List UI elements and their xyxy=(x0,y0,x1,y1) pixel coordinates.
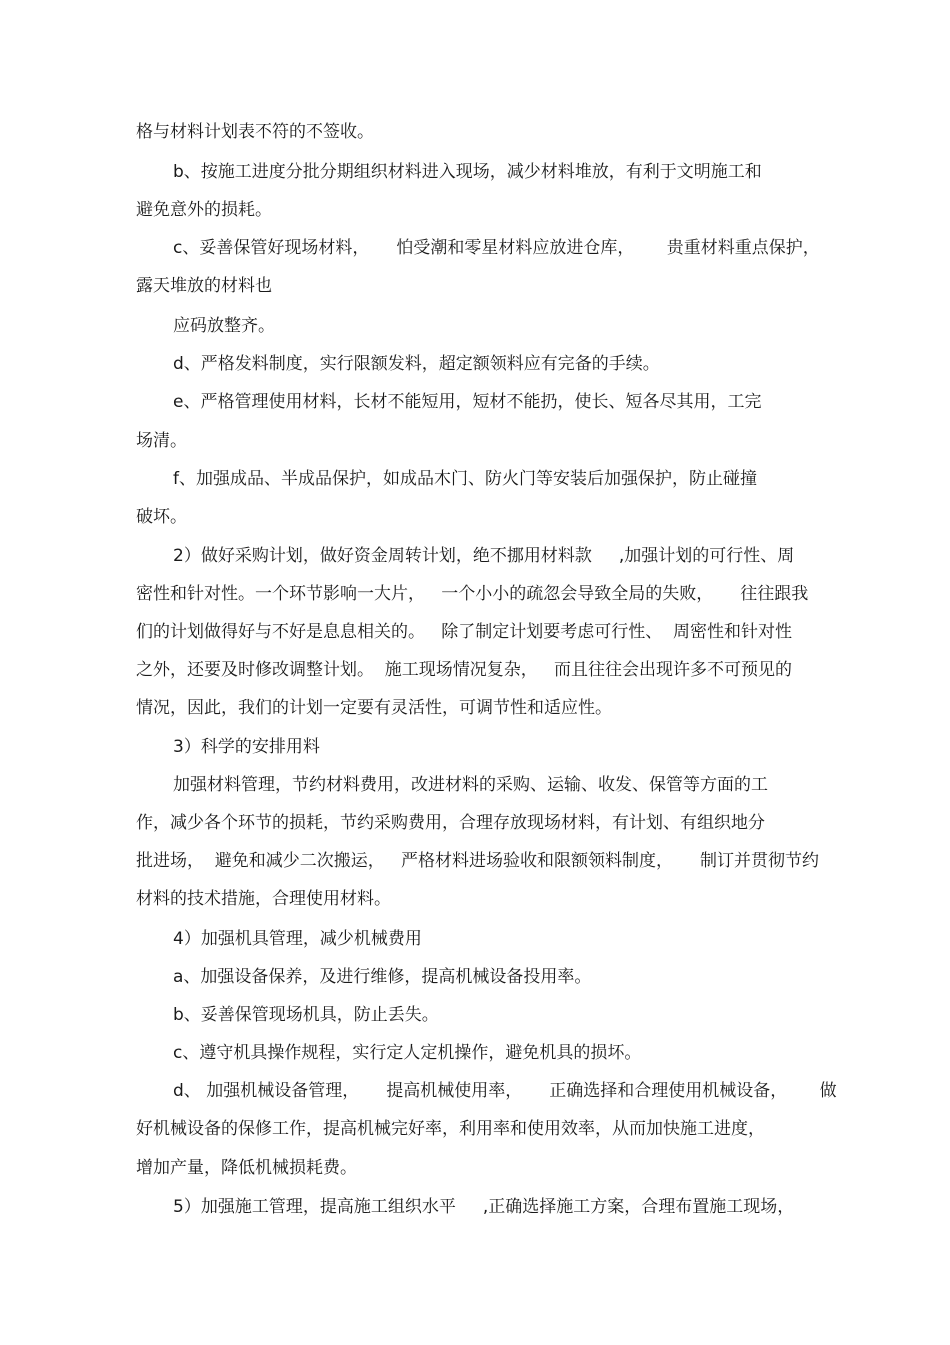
text-line: 2）做好采购计划，做好资金周转计划，绝不挪用材料款 ,加强计划的可行性、周 xyxy=(173,546,795,566)
text-line: d、 加强机械设备管理， 提高机械使用率， 正确选择和合理使用机械设备， 做 xyxy=(173,1081,837,1101)
text-line: b、按施工进度分批分期组织材料进入现场，减少材料堆放，有利于文明施工和 xyxy=(173,162,762,182)
text-line: a、加强设备保养，及进行维修，提高机械设备投用率。 xyxy=(173,967,592,987)
text-line: 之外，还要及时修改调整计划。 施工现场情况复杂， 而且往往会出现许多不可预见的 xyxy=(136,660,793,680)
text-line: 避免意外的损耗。 xyxy=(136,200,272,220)
text-line: 情况，因此，我们的计划一定要有灵活性，可调节性和适应性。 xyxy=(136,698,612,718)
text-line: b、妥善保管现场机具，防止丢失。 xyxy=(173,1005,439,1025)
text-line: d、严格发料制度，实行限额发料，超定额领料应有完备的手续。 xyxy=(173,354,660,374)
text-line: 材料的技术措施，合理使用材料。 xyxy=(136,889,391,909)
text-line: f、加强成品、半成品保护，如成品木门、防火门等安装后加强保护，防止碰撞 xyxy=(173,469,757,489)
text-line: e、严格管理使用材料，长材不能短用，短材不能扔，使长、短各尽其用，工完 xyxy=(173,392,762,412)
text-line: 5）加强施工管理，提高施工组织水平 ,正确选择施工方案，合理布置施工现场， xyxy=(173,1197,795,1217)
text-line: 加强材料管理，节约材料费用，改进材料的采购、运输、收发、保管等方面的工 xyxy=(173,775,768,795)
text-line: 格与材料计划表不符的不签收。 xyxy=(136,122,374,142)
text-line: 增加产量，降低机械损耗费。 xyxy=(136,1158,357,1178)
text-line: 3）科学的安排用料 xyxy=(173,737,320,757)
text-line: 应码放整齐。 xyxy=(173,316,275,336)
text-line: 们的计划做得好与不好是息息相关的。 除了制定计划要考虑可行性、 周密性和针对性 xyxy=(136,622,793,642)
text-line: c、妥善保管好现场材料， 怕受潮和零星材料应放进仓库， 贵重材料重点保护， xyxy=(173,238,820,258)
text-line: 露天堆放的材料也 xyxy=(136,276,272,296)
text-line: 场清。 xyxy=(136,431,187,451)
text-line: 作，减少各个环节的损耗，节约采购费用，合理存放现场材料，有计划、有组织地分 xyxy=(136,813,765,833)
text-line: 破坏。 xyxy=(136,507,187,527)
text-line: 4）加强机具管理，减少机械费用 xyxy=(173,929,422,949)
text-line: 密性和针对性。一个环节影响一大片， 一个小小的疏忽会导致全局的失败， 往往跟我 xyxy=(136,584,809,604)
text-line: 好机械设备的保修工作，提高机械完好率，利用率和使用效率，从而加快施工进度， xyxy=(136,1119,765,1139)
text-line: 批进场， 避免和减少二次搬运， 严格材料进场验收和限额领料制度， 制订并贯彻节约 xyxy=(136,851,820,871)
text-line: c、遵守机具操作规程，实行定人定机操作，避免机具的损坏。 xyxy=(173,1043,642,1063)
